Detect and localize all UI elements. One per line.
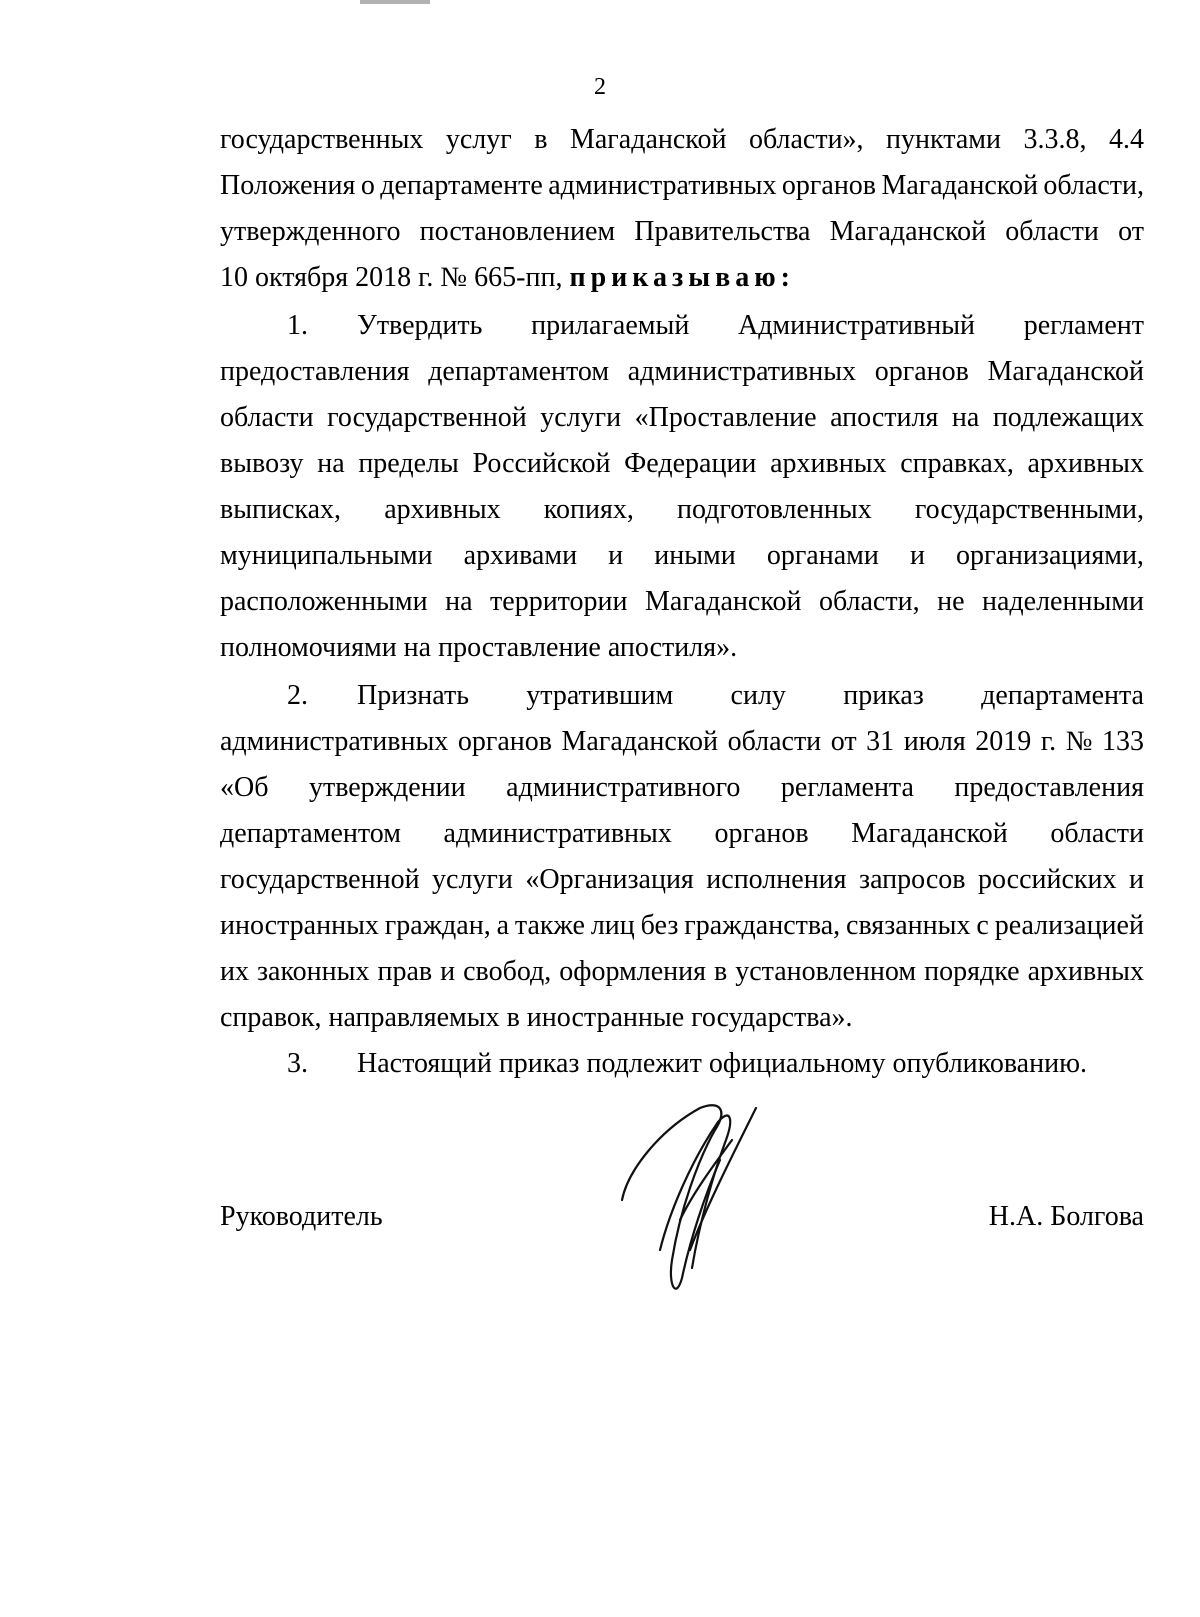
word: вывозу (220, 448, 304, 479)
word: Российской (472, 448, 611, 479)
item2-line (220, 908, 1144, 944)
word: «Проставление (634, 402, 817, 433)
word: пунктами (886, 124, 1001, 155)
item1-last-line: полномочиями на проставление апостиля». (220, 632, 738, 663)
word: департаментом (428, 356, 610, 387)
item2-line (220, 862, 1144, 898)
intro-line-text: 10 октября 2018 г. № 665-пп, (220, 262, 570, 293)
word: органами (766, 540, 879, 571)
word: о (360, 170, 375, 201)
intro-line (220, 122, 1144, 158)
word: расположенными (220, 586, 428, 617)
item1-line (357, 308, 1144, 344)
word: утратившим (526, 680, 674, 711)
word: органов (874, 356, 969, 387)
word: в (534, 124, 548, 155)
word: справках, (900, 448, 1014, 479)
word: архивами (463, 540, 578, 571)
word: Магаданской (645, 586, 802, 617)
word: исполнения (706, 864, 847, 895)
word: регламента (780, 772, 914, 803)
word: 3.3.8, (1023, 124, 1087, 155)
word: Магаданской (851, 818, 1008, 849)
word: также (514, 910, 585, 941)
signer-name: Н.А. Болгова (988, 1201, 1144, 1232)
word: копиях, (543, 494, 634, 525)
word: организациями, (956, 540, 1144, 571)
word: и (440, 956, 456, 987)
word: на (445, 586, 473, 617)
word: государственных (220, 124, 424, 155)
word: запросов (859, 864, 966, 895)
word: российских (977, 864, 1117, 895)
word: области (1005, 216, 1099, 247)
word: органов (714, 818, 809, 849)
word: иностранных (220, 910, 379, 941)
item2-last-line: справок, направляемых в иностранные государства». (220, 1002, 853, 1033)
word: лиц (590, 910, 635, 941)
word: департаменте (380, 170, 543, 201)
word: июля (903, 726, 966, 757)
item1-number: 1. (287, 310, 308, 341)
word: предоставления (954, 772, 1144, 803)
word: на (317, 448, 345, 479)
word: территории (490, 586, 628, 617)
word: от (1118, 216, 1144, 247)
word: архивных (770, 448, 887, 479)
item2-number: 2. (287, 680, 308, 711)
word: области», (748, 124, 864, 155)
word: Федерации (624, 448, 757, 479)
word: «Об (220, 772, 269, 803)
word: прилагаемый (531, 310, 690, 341)
page-number: 2 (594, 74, 606, 100)
word: подлежащих (992, 402, 1144, 433)
word: области (220, 402, 314, 433)
word: предоставления (220, 356, 410, 387)
item1-line (220, 354, 1144, 390)
intro-line (220, 168, 1144, 204)
item2-line (220, 724, 1144, 760)
item3-line (287, 1046, 1144, 1082)
word: Магаданской (987, 356, 1144, 387)
word: реализацией (994, 910, 1144, 941)
word: департамента (981, 680, 1144, 711)
word: административных (443, 818, 672, 849)
word: органов (457, 726, 552, 757)
word: Магаданской (881, 170, 1038, 201)
item3-text: Настоящий приказ подлежит официальному опубликованию. (357, 1048, 1087, 1079)
word: подготовленных (676, 494, 872, 525)
intro-last-line (220, 260, 1144, 296)
item1-line (220, 492, 1144, 528)
word: органов (781, 170, 877, 201)
word: связанных (846, 910, 971, 941)
item2-line (357, 678, 1144, 714)
word: архивных (384, 494, 501, 525)
word: услуг (445, 124, 512, 155)
word: граждан, (384, 910, 491, 941)
word: и (608, 540, 624, 571)
scan-artifact (360, 0, 430, 4)
word: без (640, 910, 679, 941)
word: муниципальными (220, 540, 433, 571)
item2-line (220, 954, 1144, 990)
word: «Организация (525, 864, 694, 895)
word: законных (257, 956, 370, 987)
word: гражданства, (684, 910, 841, 941)
word: административных (627, 356, 857, 387)
word: от (830, 726, 857, 757)
word: архивных (1027, 956, 1144, 987)
item3-number: 3. (287, 1048, 308, 1079)
word: оформления (559, 956, 706, 987)
word: области (1050, 818, 1144, 849)
word: области, (1043, 170, 1144, 201)
word: выписках, (220, 494, 342, 525)
word: 2019 (975, 726, 1032, 757)
word: государственной (327, 402, 527, 433)
word: утверждении (308, 772, 466, 803)
word: в (714, 956, 728, 987)
word: государственной (220, 864, 420, 895)
item2-line (220, 770, 1144, 806)
word: прав (377, 956, 433, 987)
intro-line (220, 214, 1144, 250)
word: и (909, 540, 925, 571)
item2-first-line (287, 678, 1144, 714)
word: с (976, 910, 989, 941)
word: Магаданской (569, 124, 727, 155)
item1-line (220, 400, 1144, 436)
word: государственными, (914, 494, 1144, 525)
word: наделенными (981, 586, 1144, 617)
word: Административный (737, 310, 976, 341)
word: 4.4 (1108, 124, 1144, 155)
item1-line (220, 584, 1144, 620)
word: Положения (220, 170, 356, 201)
item1-line (220, 446, 1144, 482)
word: а (496, 910, 510, 941)
word: свобод, (463, 956, 552, 987)
word: Правительства (634, 216, 811, 247)
handwritten-signature (620, 1100, 790, 1310)
word: утвержденного (220, 216, 401, 247)
word: регламент (1023, 310, 1144, 341)
word: и (1128, 864, 1144, 895)
word: пределы (358, 448, 459, 479)
item1-first-line (287, 308, 1144, 344)
word: Признать (357, 680, 469, 711)
item2-line (220, 816, 1144, 852)
word: Магаданской (829, 216, 987, 247)
word: № (1065, 726, 1093, 757)
word: услуги (432, 864, 513, 895)
word: 133 (1101, 726, 1144, 757)
word: административных (220, 726, 449, 757)
word: иными (654, 540, 736, 571)
order-word: приказываю: (569, 262, 795, 293)
word: департаментом (220, 818, 401, 849)
word: области (727, 726, 822, 757)
signer-position: Руководитель (220, 1201, 383, 1232)
item1-line (220, 538, 1144, 574)
word: Магаданской (561, 726, 719, 757)
word: Утвердить (357, 310, 483, 341)
word: 31 (866, 726, 895, 757)
word: архивных (1027, 448, 1144, 479)
word: не (937, 586, 965, 617)
word: административных (548, 170, 777, 201)
word: административного (506, 772, 741, 803)
word: силу (730, 680, 786, 711)
word: области, (818, 586, 920, 617)
word: их (220, 956, 249, 987)
word: услуги (540, 402, 622, 433)
word: приказ (843, 680, 924, 711)
word: установленном (735, 956, 917, 987)
word: порядке (924, 956, 1020, 987)
word: г. (1040, 726, 1057, 757)
word: апостиля (830, 402, 939, 433)
word: постановлением (419, 216, 616, 247)
word: на (951, 402, 980, 433)
